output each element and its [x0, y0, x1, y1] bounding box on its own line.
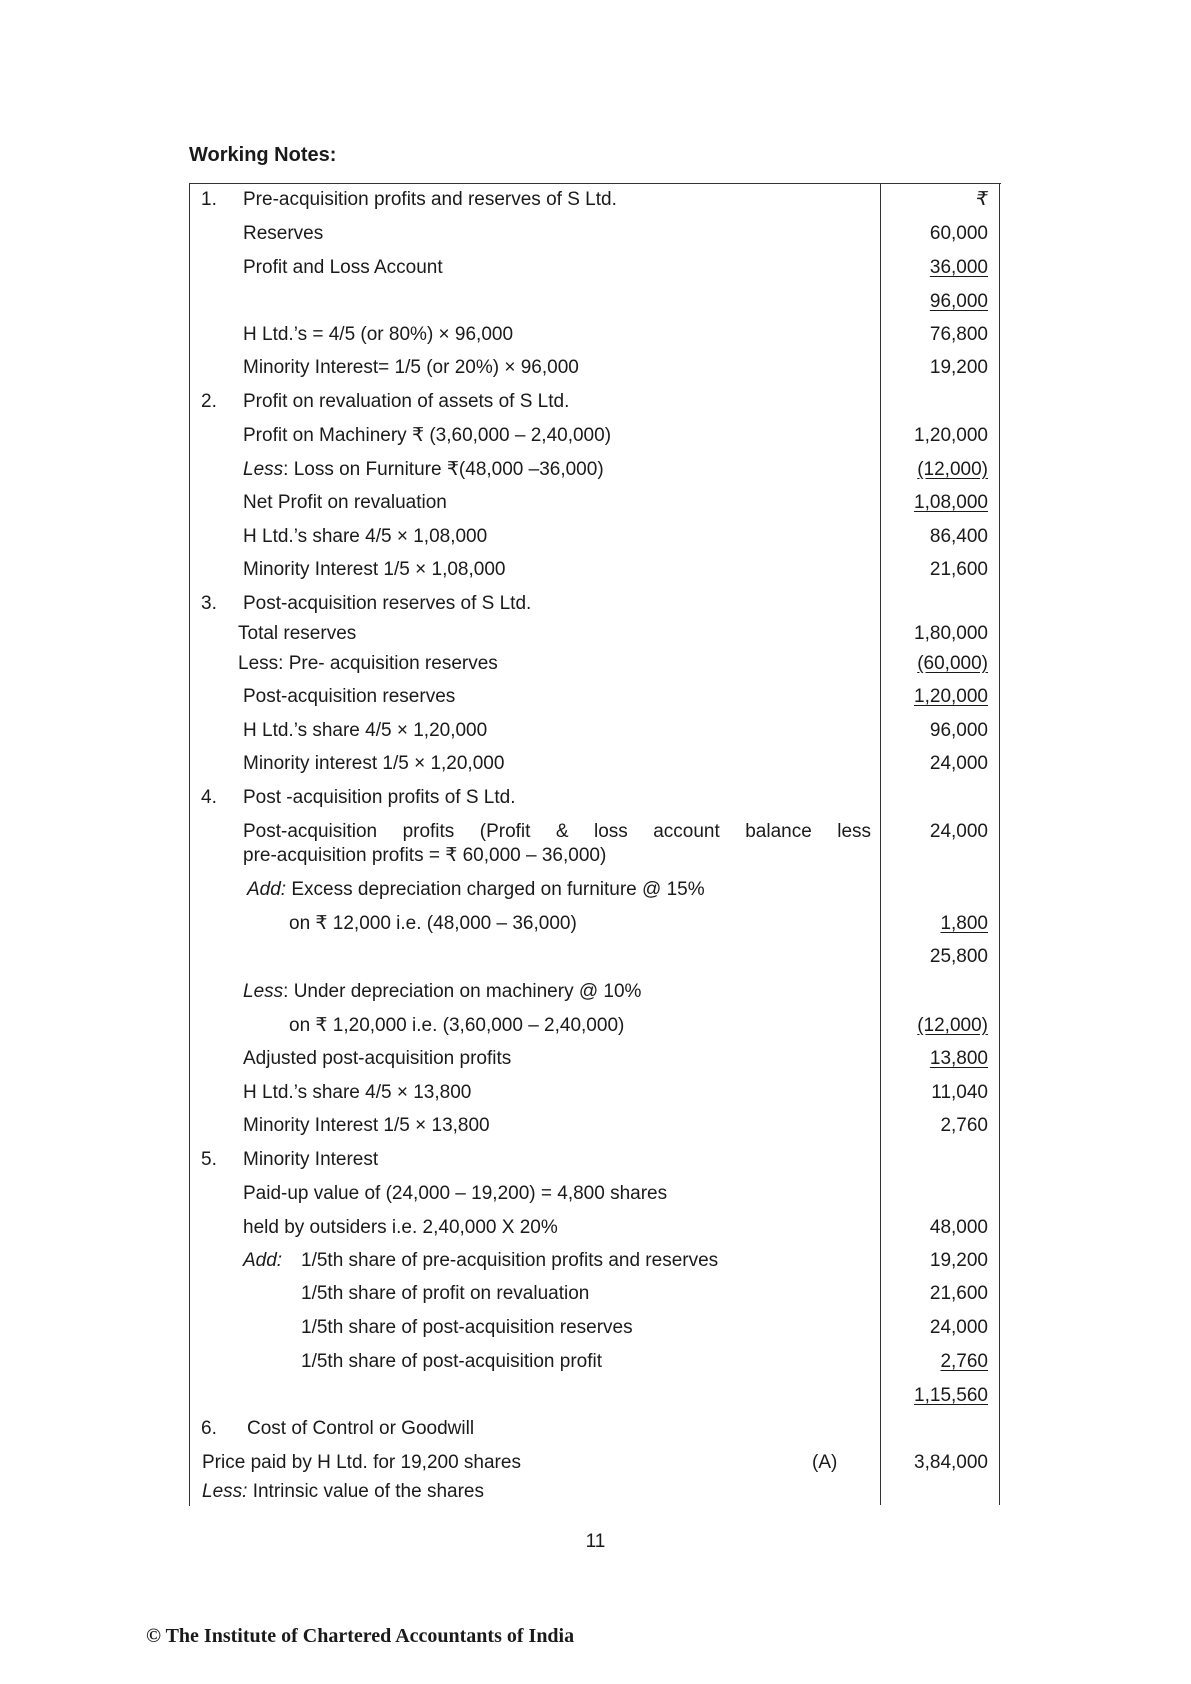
row-amount: 1,08,000	[914, 492, 988, 513]
table-right-border	[999, 183, 1000, 1505]
row-amount: 2,760	[940, 1351, 988, 1372]
row-tag: (A)	[812, 1452, 838, 1473]
row-label: Profit on Machinery ₹ (3,60,000 – 2,40,000)	[243, 425, 612, 446]
row-label: Adjusted post-acquisition profits	[243, 1048, 512, 1069]
row-amount: 24,000	[929, 1317, 988, 1338]
row-label: H Ltd.’s = 4/5 (or 80%) × 96,000	[243, 324, 514, 345]
row-label: Less: Under depreciation on machinery @ 10%	[243, 981, 642, 1002]
row-label: H Ltd.’s share 4/5 × 13,800	[243, 1082, 472, 1103]
row-label-prefix: Add:	[243, 1250, 283, 1271]
note-number: 5.	[201, 1149, 217, 1170]
row-amount: (12,000)	[917, 1015, 988, 1036]
note-title: Pre-acquisition profits and reserves of S Ltd.	[243, 189, 617, 210]
row-label: 1/5th share of pre-acquisition profits and reserves	[301, 1250, 719, 1271]
row-amount: 1,20,000	[914, 425, 988, 446]
row-label: 1/5th share of post-acquisition profit	[301, 1351, 603, 1372]
row-label: Add: Excess depreciation charged on furniture @ 15%	[247, 879, 705, 900]
row-amount: 36,000	[929, 257, 988, 278]
note-title: Cost of Control or Goodwill	[247, 1418, 475, 1439]
row-amount: 2,760	[940, 1115, 988, 1136]
note-number: 4.	[201, 787, 217, 808]
rupee-icon: ₹	[975, 189, 988, 210]
note-title: Post -acquisition profits of S Ltd.	[243, 787, 516, 808]
row-amount: 24,000	[929, 753, 988, 774]
row-label: on ₹ 1,20,000 i.e. (3,60,000 – 2,40,000)	[289, 1015, 625, 1036]
row-amount-total: 96,000	[929, 291, 988, 312]
row-label: Minority interest 1/5 × 1,20,000	[243, 753, 505, 774]
note-number: 6.	[201, 1418, 217, 1439]
row-label: Post-acquisition reserves	[243, 686, 456, 707]
row-amount: 86,400	[929, 526, 988, 547]
row-label: H Ltd.’s share 4/5 × 1,20,000	[243, 720, 488, 741]
row-label: Total reserves	[238, 623, 357, 644]
footer-copyright: © The Institute of Chartered Accountants of India	[146, 1625, 575, 1647]
row-label: Less: Loss on Furniture ₹(48,000 –36,000)	[243, 459, 604, 480]
row-amount: (60,000)	[917, 653, 988, 674]
row-amount: 19,200	[929, 1250, 988, 1271]
row-amount-total: 1,15,560	[914, 1385, 988, 1406]
row-label: Less: Pre- acquisition reserves	[238, 653, 498, 674]
note-number: 2.	[201, 391, 217, 412]
row-label: 1/5th share of profit on revaluation	[301, 1283, 590, 1304]
row-label: Price paid by H Ltd. for 19,200 shares	[202, 1452, 521, 1473]
row-label-continued: pre-acquisition profits = ₹ 60,000 – 36,000)	[243, 845, 607, 866]
row-amount: 3,84,000	[914, 1452, 988, 1473]
row-amount: (12,000)	[917, 459, 988, 480]
row-label: Less: Intrinsic value of the shares	[202, 1481, 484, 1502]
note-title: Profit on revaluation of assets of S Ltd.	[243, 391, 570, 412]
row-amount: 21,600	[929, 559, 988, 580]
note-title: Minority Interest	[243, 1149, 379, 1170]
page-heading: Working Notes:	[189, 144, 337, 166]
row-amount: 1,20,000	[914, 686, 988, 707]
row-amount: 96,000	[929, 720, 988, 741]
row-label: H Ltd.’s share 4/5 × 1,08,000	[243, 526, 488, 547]
page-number: 11	[585, 1531, 606, 1552]
row-label: Profit and Loss Account	[243, 257, 443, 278]
row-amount: 11,040	[931, 1082, 988, 1103]
row-label: Reserves	[243, 223, 324, 244]
row-label: 1/5th share of post-acquisition reserves	[301, 1317, 633, 1338]
row-label: Paid-up value of (24,000 – 19,200) = 4,800 shares	[243, 1183, 668, 1204]
note-number: 3.	[201, 593, 217, 614]
row-amount: 21,600	[929, 1283, 988, 1304]
row-amount-subtotal: 25,800	[929, 946, 988, 967]
row-label: Net Profit on revaluation	[243, 492, 447, 513]
row-amount: 24,000	[929, 821, 988, 842]
row-amount: 19,200	[929, 357, 988, 378]
row-label: on ₹ 12,000 i.e. (48,000 – 36,000)	[289, 913, 577, 934]
row-amount: 13,800	[929, 1048, 988, 1069]
row-label: Minority Interest 1/5 × 13,800	[243, 1115, 490, 1136]
row-amount: 48,000	[929, 1217, 988, 1238]
row-label: Minority Interest 1/5 × 1,08,000	[243, 559, 506, 580]
row-label: Minority Interest= 1/5 (or 20%) × 96,000	[243, 357, 579, 378]
amount-column-divider	[880, 183, 881, 1505]
row-amount: 1,800	[940, 913, 988, 934]
row-label-justified: Post-acquisition profits (Profit & loss account balance less	[243, 821, 872, 842]
row-amount: 76,800	[929, 324, 988, 345]
note-number: 1.	[201, 189, 217, 210]
row-amount: 1,80,000	[914, 623, 988, 644]
row-label: held by outsiders i.e. 2,40,000 X 20%	[243, 1217, 558, 1238]
note-title: Post-acquisition reserves of S Ltd.	[243, 593, 532, 614]
row-amount: 60,000	[929, 223, 988, 244]
